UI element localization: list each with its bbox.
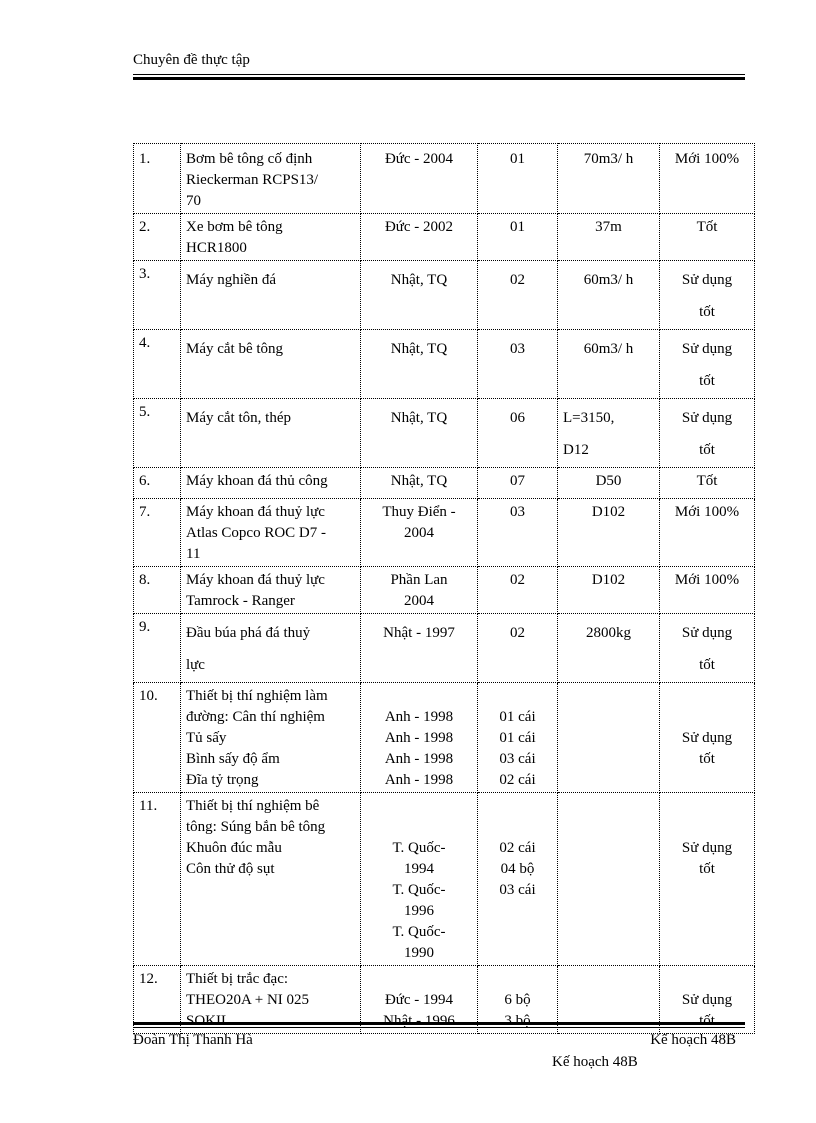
name-line: Máy khoan đá thuỷ lực	[186, 572, 325, 588]
row-number: 4.	[134, 330, 181, 399]
name-line: HCR1800	[186, 240, 247, 256]
cell-state	[660, 614, 755, 683]
name-line: Atlas Copco ROC D7 -	[186, 525, 326, 541]
name-line: Bơm bê tông cố định	[186, 151, 313, 167]
cell-qty	[478, 214, 558, 261]
table-row	[134, 144, 755, 214]
footer-rule-thin	[133, 1027, 745, 1028]
qty-line	[483, 796, 552, 817]
origin-line: 2004	[404, 525, 434, 541]
cell-spec	[558, 330, 660, 399]
cell-name	[181, 683, 361, 793]
spec-line: D12	[563, 442, 589, 458]
spec-line: D102	[591, 572, 626, 588]
name-line: 70	[186, 193, 201, 209]
spec-line	[563, 796, 654, 817]
cell-qty	[478, 399, 558, 468]
cell-spec	[558, 567, 660, 614]
table-row	[134, 567, 755, 614]
name-line: Máy khoan đá thuỷ lực	[186, 504, 325, 520]
cell-name	[181, 144, 361, 214]
cell-name	[181, 468, 361, 499]
origin-line: Anh - 1998	[384, 730, 454, 746]
footer-rule-thick	[133, 1022, 745, 1025]
cell-spec	[558, 468, 660, 499]
state-line	[665, 969, 749, 990]
name-line: 11	[186, 546, 201, 562]
cell-origin	[361, 567, 478, 614]
origin-line: 1994	[404, 861, 434, 877]
state-line: Sử dụng	[681, 272, 733, 288]
cell-spec	[558, 499, 660, 567]
spec-line: 70m3/ h	[583, 151, 634, 167]
row-number: 11.	[134, 793, 181, 966]
origin-line: Nhật, TQ	[390, 341, 448, 357]
name-line: đường: Cân thí nghiệm	[186, 709, 325, 725]
state-line: Mới 100%	[674, 572, 740, 588]
state-line: Sử dụng	[681, 992, 733, 1008]
state-line: tốt	[699, 442, 715, 458]
name-line: lực	[186, 657, 205, 673]
state-line: Tốt	[696, 219, 718, 235]
qty-line: 02	[510, 272, 525, 288]
name-line: SOKIL	[186, 1013, 231, 1029]
origin-line: Anh - 1998	[384, 772, 454, 788]
cell-origin	[361, 261, 478, 330]
origin-line: T. Quốc-	[392, 840, 446, 856]
cell-state	[660, 793, 755, 966]
origin-line: 2004	[404, 593, 434, 609]
header-rule-thin	[133, 74, 745, 75]
spec-line	[563, 686, 654, 707]
cell-qty	[478, 567, 558, 614]
origin-line: Nhật, TQ	[390, 410, 448, 426]
cell-qty	[478, 793, 558, 966]
qty-line: 01	[510, 151, 525, 167]
cell-state	[660, 144, 755, 214]
table-row	[134, 399, 755, 468]
qty-line: 02	[510, 625, 525, 641]
cell-name	[181, 261, 361, 330]
name-line: Khuôn đúc mẫu	[186, 840, 282, 856]
name-line: Xe bơm bê tông	[186, 219, 283, 235]
state-line: tốt	[699, 751, 715, 767]
name-line: Máy cắt bê tông	[186, 341, 284, 357]
state-line: Sử dụng	[681, 730, 733, 746]
name-line: Bình sấy độ ẩm	[186, 751, 280, 767]
spec-line: D102	[591, 504, 626, 520]
origin-line: 1996	[404, 903, 434, 919]
qty-line: 02 cái	[499, 840, 536, 856]
origin-line: Anh - 1998	[384, 709, 454, 725]
cell-spec	[558, 793, 660, 966]
state-line	[665, 686, 749, 707]
qty-line: 01 cái	[499, 730, 536, 746]
cell-name	[181, 614, 361, 683]
row-number: 3.	[134, 261, 181, 330]
name-line: Rieckerman RCPS13/	[186, 172, 319, 188]
origin-line: Nhật, TQ	[390, 272, 448, 288]
cell-state	[660, 330, 755, 399]
cell-name	[181, 214, 361, 261]
qty-line: 03 cái	[499, 882, 536, 898]
footer-author: Đoàn Thị Thanh Hà	[133, 1032, 253, 1048]
state-line	[665, 817, 749, 838]
cell-spec	[558, 144, 660, 214]
spec-line: 37m	[595, 219, 622, 235]
origin-line: Anh - 1998	[384, 751, 454, 767]
name-line: Thiết bị thí nghiệm bê	[186, 798, 320, 814]
footer-class-repeat: Kế hoạch 48B	[552, 1054, 638, 1070]
cell-spec	[558, 614, 660, 683]
spec-line: D50	[595, 473, 622, 489]
row-number: 7.	[134, 499, 181, 567]
state-line	[665, 796, 749, 817]
table-row	[134, 793, 755, 966]
name-line: THEO20A + NI 025	[186, 992, 310, 1008]
row-number: 2.	[134, 214, 181, 261]
row-number: 5.	[134, 399, 181, 468]
cell-origin	[361, 683, 478, 793]
name-line: Đĩa tỷ trọng	[186, 772, 259, 788]
cell-state	[660, 683, 755, 793]
origin-line: Nhật - 1997	[383, 625, 455, 641]
qty-line	[483, 686, 552, 707]
table-row	[134, 683, 755, 793]
name-line: Đầu búa phá đá thuỷ	[186, 625, 311, 641]
table-row	[134, 468, 755, 499]
row-number: 10.	[134, 683, 181, 793]
state-line: tốt	[699, 861, 715, 877]
cell-origin	[361, 499, 478, 567]
header-rule-thick	[133, 77, 745, 80]
origin-line	[366, 796, 472, 817]
qty-line: 07	[510, 473, 525, 489]
qty-line: 01 cái	[499, 709, 536, 725]
cell-origin	[361, 214, 478, 261]
cell-name	[181, 567, 361, 614]
origin-line: T. Quốc-	[392, 924, 446, 940]
origin-line: Nhật, TQ	[390, 473, 448, 489]
cell-state	[660, 261, 755, 330]
name-line: tông: Súng bắn bê tông	[186, 819, 326, 835]
qty-line	[483, 969, 552, 990]
qty-line	[483, 817, 552, 838]
state-line: Sử dụng	[681, 341, 733, 357]
qty-line: 03	[510, 504, 525, 520]
cell-state	[660, 399, 755, 468]
origin-line: Thuy Điển -	[382, 504, 456, 520]
state-line: Sử dụng	[681, 625, 733, 641]
cell-name	[181, 330, 361, 399]
state-line: Mới 100%	[674, 504, 740, 520]
cell-qty	[478, 614, 558, 683]
qty-line: 03 cái	[499, 751, 536, 767]
origin-line	[366, 969, 472, 990]
cell-state	[660, 499, 755, 567]
page-header-title: Chuyên đề thực tập	[133, 52, 250, 68]
state-line	[665, 707, 749, 728]
row-number: 8.	[134, 567, 181, 614]
origin-line: Phần Lan	[390, 572, 448, 588]
name-line: Tủ sấy	[186, 730, 227, 746]
cell-origin	[361, 468, 478, 499]
footer-class: Kế hoạch 48B	[650, 1032, 736, 1048]
row-number: 12.	[134, 966, 181, 1034]
qty-line: 04 bộ	[500, 861, 535, 877]
qty-line: 02	[510, 572, 525, 588]
cell-name	[181, 793, 361, 966]
qty-line: 01	[510, 219, 525, 235]
name-line: Tamrock - Ranger	[186, 593, 295, 609]
table-row	[134, 499, 755, 567]
table-row	[134, 330, 755, 399]
name-line: Máy khoan đá thủ công	[186, 473, 328, 489]
qty-line: 02 cái	[499, 772, 536, 788]
qty-line: 3 bộ	[504, 1013, 531, 1029]
state-line: tốt	[699, 304, 715, 320]
cell-state	[660, 214, 755, 261]
equipment-table	[133, 143, 755, 1034]
cell-qty	[478, 144, 558, 214]
qty-line: 06	[510, 410, 525, 426]
origin-line: T. Quốc-	[392, 882, 446, 898]
cell-spec	[558, 261, 660, 330]
name-line: Côn thử độ sụt	[186, 861, 275, 877]
origin-line: Đức - 2004	[384, 151, 454, 167]
spec-line: 2800kg	[586, 625, 631, 641]
name-line: Máy cắt tôn, thép	[186, 410, 291, 426]
state-line: tốt	[699, 657, 715, 673]
origin-line	[366, 686, 472, 707]
cell-qty	[478, 261, 558, 330]
spec-line: 60m3/ h	[583, 341, 634, 357]
origin-line	[366, 817, 472, 838]
cell-origin	[361, 144, 478, 214]
origin-line: 1990	[404, 945, 434, 961]
state-line: Mới 100%	[674, 151, 740, 167]
name-line: Thiết bị thí nghiệm làm	[186, 688, 328, 704]
cell-origin	[361, 330, 478, 399]
row-number: 1.	[134, 144, 181, 214]
state-line: Tốt	[696, 473, 718, 489]
cell-name	[181, 499, 361, 567]
name-line: Máy nghiền đá	[186, 272, 276, 288]
row-number: 6.	[134, 468, 181, 499]
spec-line: 60m3/ h	[583, 272, 634, 288]
cell-state	[660, 468, 755, 499]
state-line: Sử dụng	[681, 840, 733, 856]
table-row	[134, 614, 755, 683]
cell-origin	[361, 399, 478, 468]
state-line: tốt	[699, 373, 715, 389]
origin-line: Đức - 2002	[384, 219, 454, 235]
cell-name	[181, 399, 361, 468]
cell-origin	[361, 793, 478, 966]
cell-state	[660, 567, 755, 614]
qty-line: 03	[510, 341, 525, 357]
cell-spec	[558, 214, 660, 261]
cell-spec	[558, 683, 660, 793]
row-number: 9.	[134, 614, 181, 683]
state-line: tốt	[699, 1013, 715, 1029]
table-row	[134, 214, 755, 261]
cell-origin	[361, 614, 478, 683]
cell-spec	[558, 399, 660, 468]
spec-line: L=3150,	[563, 410, 615, 426]
cell-qty	[478, 468, 558, 499]
name-line: Thiết bị trắc đạc:	[186, 971, 289, 987]
table-row	[134, 261, 755, 330]
qty-line: 6 bộ	[504, 992, 531, 1008]
state-line: Sử dụng	[681, 410, 733, 426]
cell-qty	[478, 683, 558, 793]
cell-qty	[478, 499, 558, 567]
cell-qty	[478, 330, 558, 399]
origin-line: Nhật - 1996	[383, 1013, 455, 1029]
spec-line	[563, 969, 654, 990]
origin-line: Đức - 1994	[384, 992, 454, 1008]
